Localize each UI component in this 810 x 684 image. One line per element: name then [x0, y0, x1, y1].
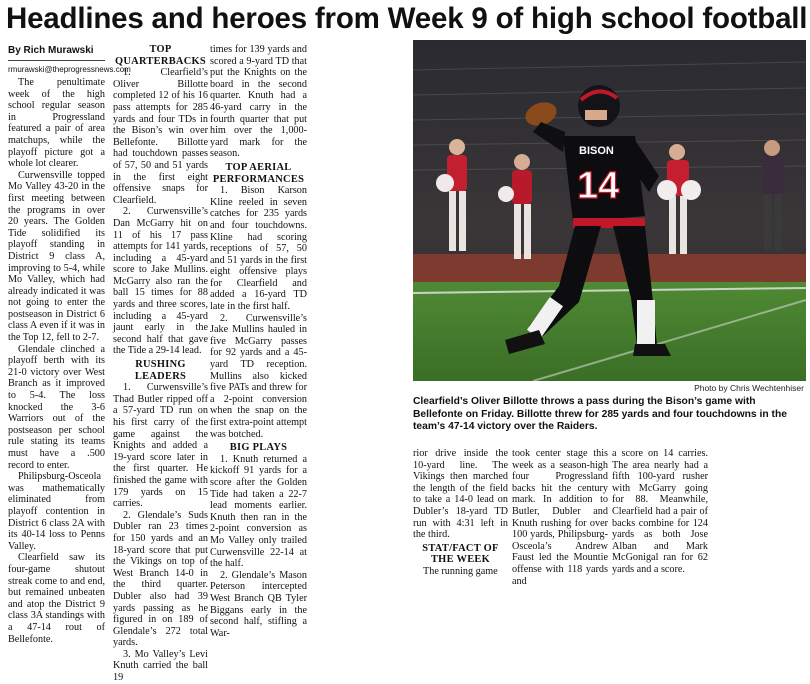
- paragraph: 1. Curwensville’s Thad Butler ripped off a 57-yard TD run on his first carry of the game against the Knights and added a 19-yard score later in the first quarter. He finished the game with 179 yards on 15 carries.: [113, 382, 208, 510]
- paragraph: Curwensville topped Mo Valley 43-20 in the first meeting between the programs in over 20 years. The Golden Tide solidified its playoff standing in District 9 class A, improving to 5-4, while Mo Valley, which had already indicated it was not going to enter the postseason in District 6 class A even if it was in the Top 12, fell to 2-7.: [8, 169, 105, 344]
- byline: By Rich Murawski: [8, 45, 94, 56]
- byline-divider: [8, 60, 105, 61]
- paragraph: Clearfield saw its four-game shutout streak come to and end, but remained unbeaten and atop the District 9 class 3A standings with a 47-14 rout of Bellefonte.: [8, 552, 105, 645]
- paragraph: 3. Mo Valley’s Levi Knuth carried the ball 19: [113, 648, 208, 684]
- photo-credit: Photo by Chris Wechtenhiser: [694, 383, 804, 393]
- paragraph: 1. Bison Karson Kline reeled in seven catches for 235 yards and four touchdowns. Kline had scoring receptions of 57, 50 and 51 yards in the first eight offensive plays for Clearfield and added a 16-yard TD late in the first half.: [210, 185, 307, 313]
- paragraph: The running game: [423, 565, 498, 577]
- photo-caption: Clearfield’s Oliver Billotte throws a pass during the Bison’s game with Bellefonte on Friday. Billotte threw for 285 yards and four touchdowns in the team’s 47-14 victory over the Raiders.: [413, 396, 787, 432]
- section-heading-stat-fact: STAT/FACT OF THE WEEK: [422, 542, 499, 566]
- football-photo: [413, 40, 806, 381]
- jersey-number: 14: [577, 165, 620, 207]
- section-heading-rushing-leaders: RUSHING LEADERS: [134, 359, 187, 382]
- paragraph: 2. Glendale’s Mason Peterson intercepted West Branch QB Tyler Biggans early in the second half, stifling a War-: [210, 569, 307, 639]
- author-email: rmurawski@theprogressnews.com: [8, 65, 131, 74]
- article-column-7: [612, 448, 708, 576]
- article-column-1: [8, 44, 131, 645]
- paragraph: Glendale clinched a playoff berth with its 21-0 victory over West Branch as it improved to 5-4. The loss knocked the 3-6 Warriors out of the postseason per school rule stating its teams must have a .500 record to enter.: [8, 343, 105, 471]
- paragraph: a score on 14 carries. The area nearly had a fifth 100-yard rusher with McGarry going for 88. Meanwhile, Clearfield had a pair of backs combine for 124 yards as both Jose Alban and Mark McGonigal ran for 62 yards and a score.: [612, 448, 708, 575]
- paragraph: 2. Glendale’s Suds Dubler ran 23 times for 150 yards and an 18-yard score that put the Vikings on top of West Branch 14-0 in the third quarter. Dubler also had 39 yards passing as he figured in on 189 of Glendale’s 272 total yards.: [113, 509, 208, 649]
- headline: Headlines and heroes from Week 9 of high school football: [6, 2, 808, 35]
- photo-illustration: [413, 40, 806, 381]
- paragraph: 1. Clearfield’s Oliver Billotte completed 12 of his 16 pass attempts for 285 yards and four TDs in the Bison’s win over Bellefonte. Billotte had touchdown passes of 57, 50 and 51 yards in the first eight offensive snaps for Clearfield.: [113, 67, 208, 206]
- paragraph: Philipsburg-Osceola was mathematically eliminated from playoff contention in District 6 class 2A with its 40-14 loss to Penns Valley.: [8, 471, 105, 552]
- paragraph: times for 139 yards and scored a 9-yard TD that put the Knights on the board in the second quarter. Knuth had a 46-yard carry in the fourth quarter that put him over the 1,000-yard mark for the season.: [210, 44, 307, 160]
- paragraph: took center stage this week as a season-high four Progressland backs hit the century mark. In addition to Butler, Dubler and Knuth rushing for over 100 yards, Philipsburg-Osceola’s Andrew Faust led the Mountie offense with 118 yards and: [512, 448, 608, 587]
- article-column-5: [413, 448, 508, 578]
- section-heading-top-quarterbacks: TOP QUARTERBACKS: [115, 44, 206, 67]
- paragraph: 2. Curwensville’s Dan McGarry hit on 11 of his 17 pass attempts for 141 yards, including a 45-yard score to Jake Mullins. McGarry also ran the ball 15 times for 88 yards and three scores, including a 45-yard jaunt early in the second half that gave the Tide a 29-14 lead.: [113, 206, 208, 357]
- jersey-text: BISON: [579, 145, 614, 157]
- paragraph: 1. Knuth returned a kickoff 91 yards for a score after the Golden Tide had taken a 22-7 lead moments earlier. Knuth then ran in the 2-point conversion as Mo Valley only trailed Curwensville 22-14 at the half.: [210, 453, 307, 570]
- article-column-3: [210, 44, 307, 639]
- paragraph: The penultimate week of the high school regular season in Progressland featured a pair of area matchups, while the playoff picture got a whole lot clearer.: [8, 77, 105, 170]
- article-column-6: [512, 448, 608, 587]
- paragraph: 2. Curwensville’s Jake Mullins hauled in five McGarry passes for 92 yards and a 45-yard TD reception. Mullins also kicked five PATs and threw for a 2-point conversion when the snap on the first extra-point attempt was botched.: [210, 312, 307, 440]
- article-column-2: [113, 44, 208, 684]
- section-heading-big-plays: BIG PLAYS: [229, 442, 288, 454]
- paragraph: rior drive inside the 10-yard line. The Vikings then marched the length of the field to take a 14-0 lead on Dubler’s 18-yard TD run with 4:31 left in the third.: [413, 448, 508, 541]
- section-heading-top-aerial: TOP AERIAL PERFORMANCES: [212, 161, 305, 185]
